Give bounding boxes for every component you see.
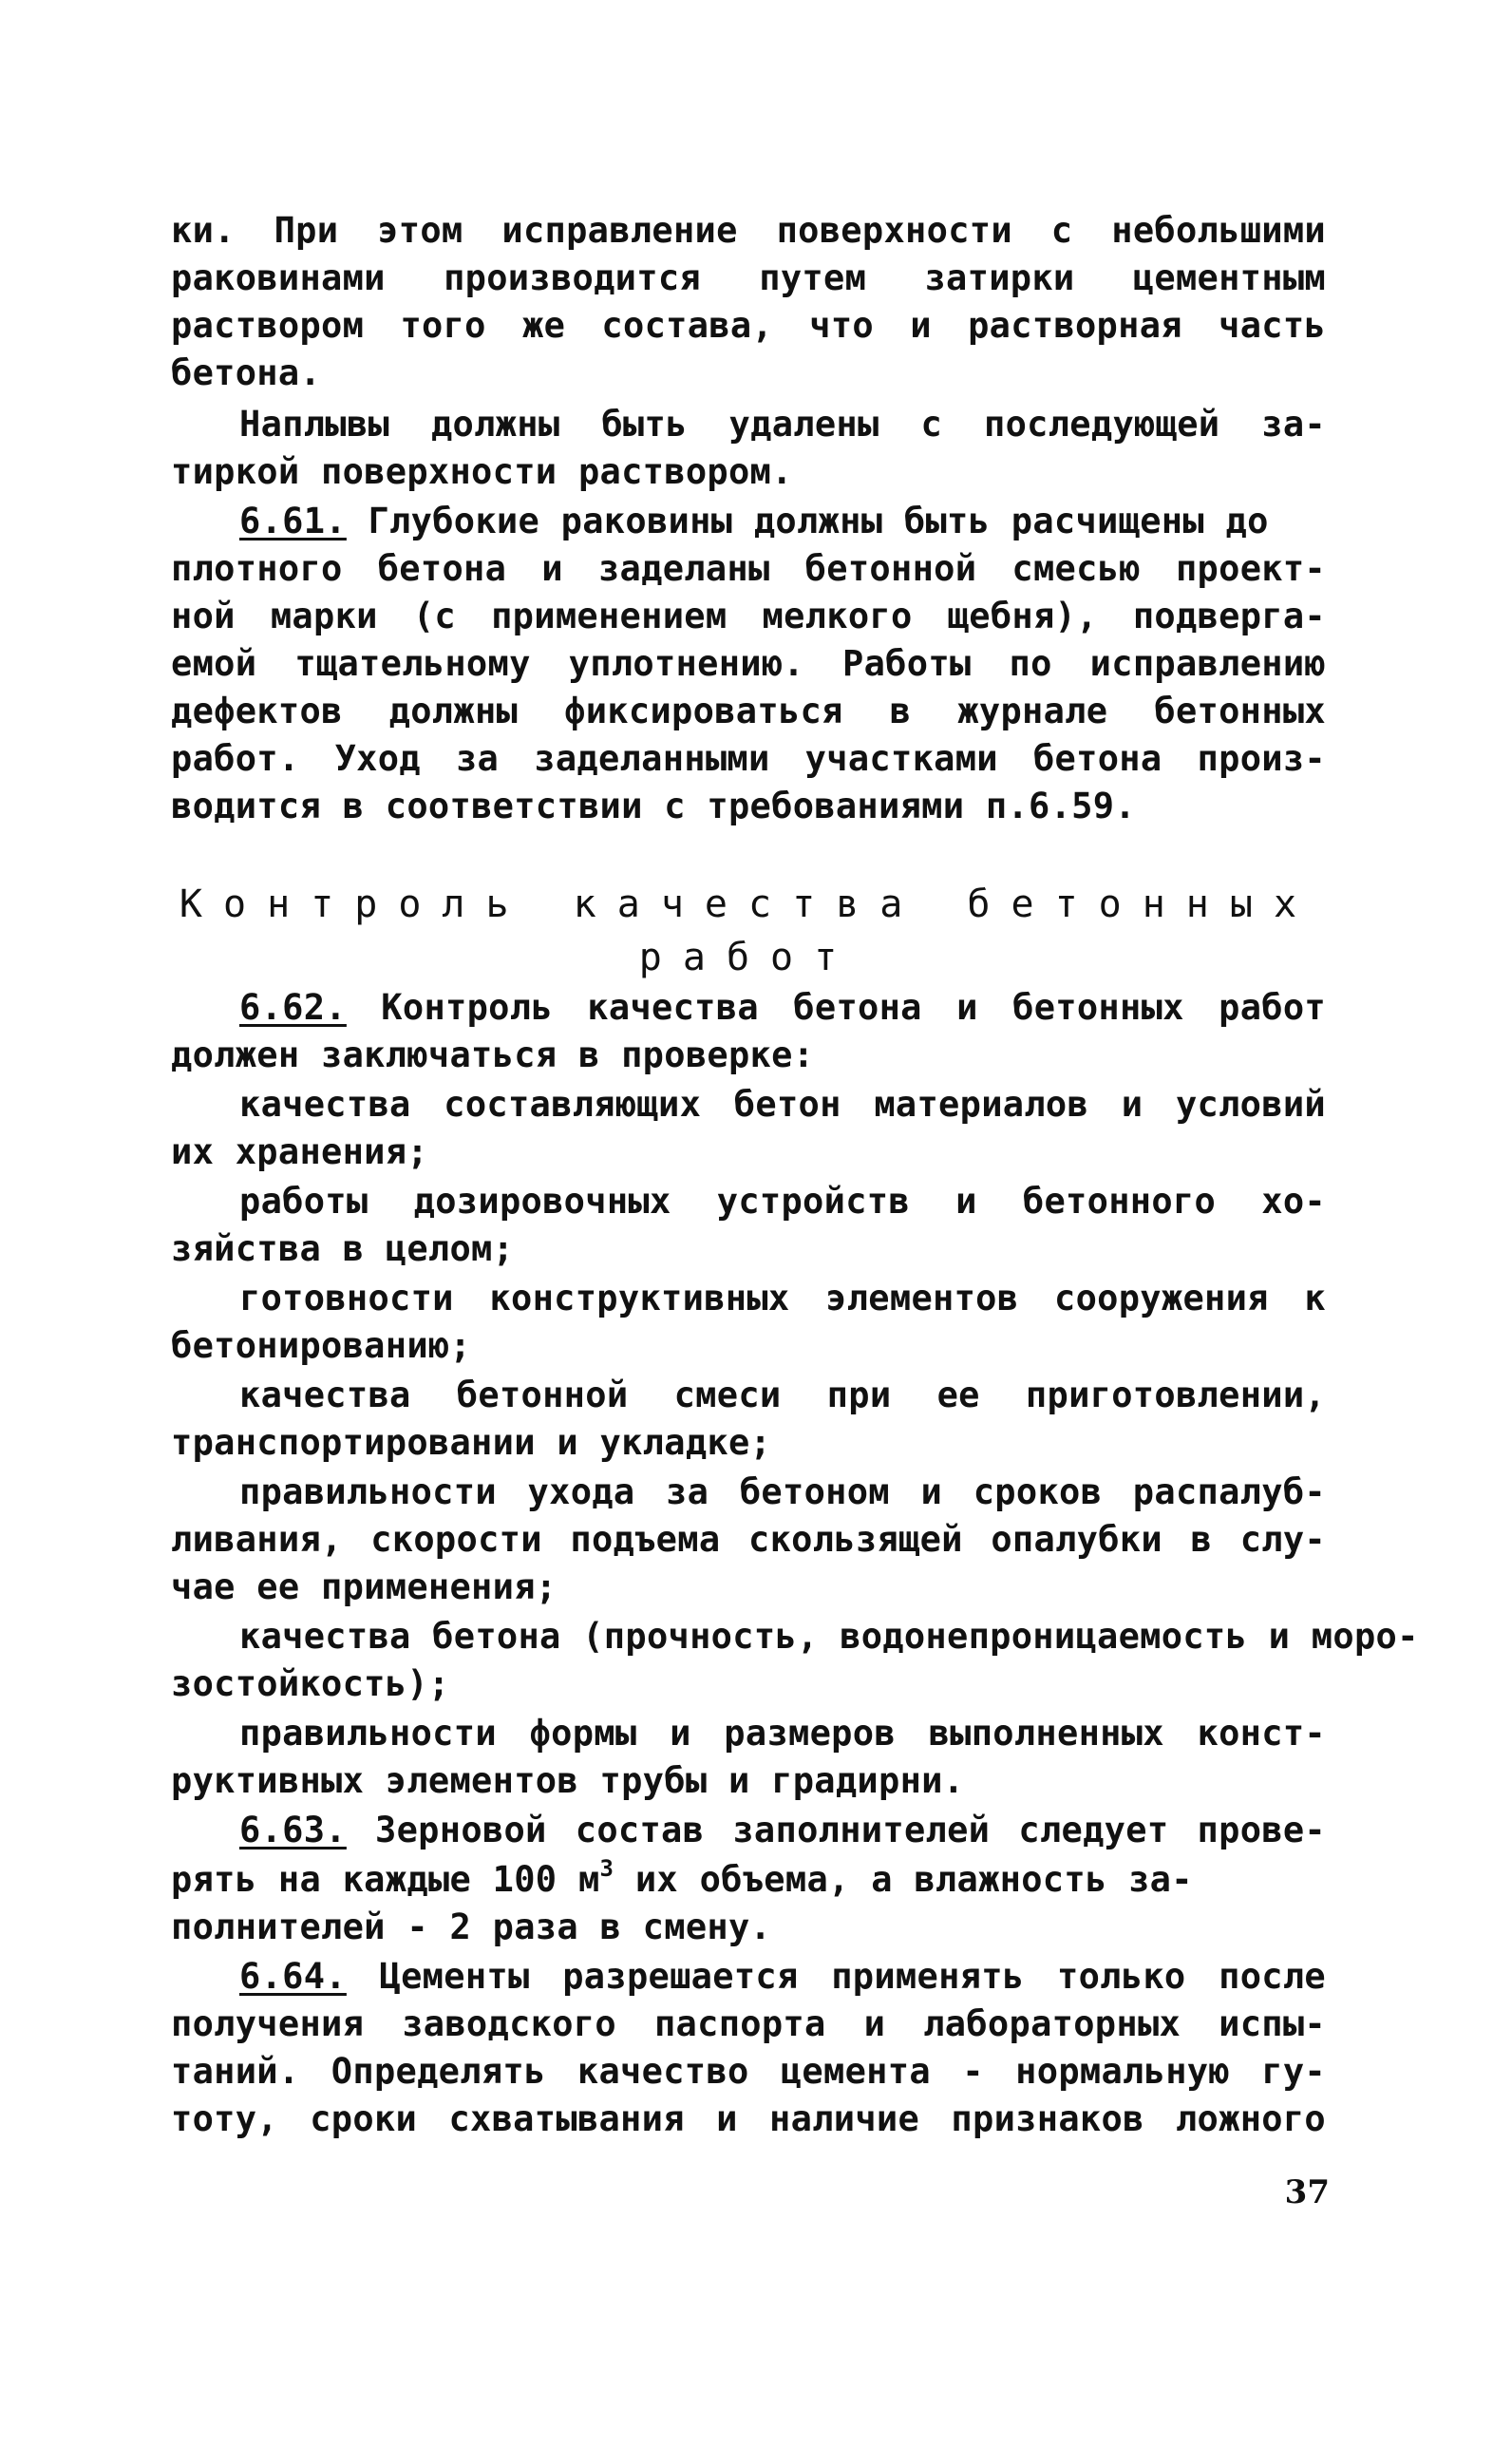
section-heading: Контроль качества бетонных [179,882,1318,926]
text-span: Зерновой состав заполнителей следует прове- [346,1810,1326,1850]
text-line: качества составляющих бетон материалов и условий [239,1084,1326,1125]
section-number: 6.62. [239,987,347,1028]
text-line: ной марки (с применением мелкого щебня), подверга- [171,596,1326,636]
text-span: Цементы разрешается применять только после [346,1956,1326,1997]
text-line: руктивных элементов трубы и градирни. [171,1760,965,1801]
text-line: ливания, скорости подъема скользящей опалубки в слу- [171,1519,1326,1560]
section-number: 6.61. [239,501,347,541]
paragraph-line [239,1953,1326,2001]
text-line: таний. Определять качество цемента - нормальную гу- [171,2051,1326,2092]
paragraph-line [239,984,1326,1032]
text-line: правильности ухода за бетоном и сроков распалуб- [239,1471,1326,1512]
text-line: готовности конструктивных элементов сооружения к [239,1278,1326,1318]
text-line: качества бетонной смеси при ее приготовлении, [239,1375,1326,1415]
section-heading: работ [638,936,859,979]
text-line: зяйства в целом; [171,1228,515,1269]
text-line: получения заводского паспорта и лабораторных испы- [171,2003,1326,2044]
text-line: раковинами производится путем затирки цементным [171,257,1326,298]
superscript: 3 [599,1855,614,1882]
text-line: должен заключаться в проверке: [171,1034,815,1075]
page-number: 37 [1284,2173,1330,2211]
text-line: работ. Уход за заделанными участками бетона произ- [171,738,1326,779]
section-number: 6.64. [239,1956,347,1997]
text-line: тоту, сроки схватывания и наличие признаков ложного [171,2098,1326,2139]
text-line: плотного бетона и заделаны бетонной смесью проект- [171,548,1326,589]
text-line: раствором того же состава, что и растворная часть [171,305,1326,346]
text-span: Контроль качества бетона и бетонных работ [346,987,1326,1028]
paragraph-line [171,1856,1326,1904]
text-line: чае ее применения; [171,1566,558,1607]
text-line: тиркой поверхности раствором. [171,451,793,492]
text-line: емой тщательному уплотнению. Работы по исправлению [171,643,1326,684]
paragraph-line [239,1807,1326,1854]
section-number: 6.63. [239,1810,347,1850]
text-line: правильности формы и размеров выполненных конст- [239,1713,1326,1754]
text-line: бетонированию; [171,1325,472,1366]
text-line: бетона. [171,352,322,393]
text-line: полнителей - 2 раза в смену. [171,1906,772,1947]
text-span: рять на каждые 100 м [171,1859,600,1900]
text-span: их объема, а влажность за- [614,1859,1193,1900]
text-line: качества бетона (прочность, водонепроницаемость и моро- [239,1616,1419,1657]
text-line: Наплывы должны быть удалены с последующей за- [239,404,1326,445]
paragraph-line [239,498,1326,545]
text-line: водится в соответствии с требованиями п.6.59. [171,786,1136,826]
text-line: дефектов должны фиксироваться в журнале бетонных [171,691,1326,731]
text-line: их хранения; [171,1131,428,1172]
text-line: зостойкость); [171,1663,450,1704]
text-span: Глубокие раковины должны быть расчищены до [346,501,1269,541]
text-line: работы дозировочных устройств и бетонного хо- [239,1181,1326,1222]
text-line: транспортировании и укладке; [171,1422,772,1463]
text-line: ки. При этом исправление поверхности с небольшими [171,210,1326,251]
